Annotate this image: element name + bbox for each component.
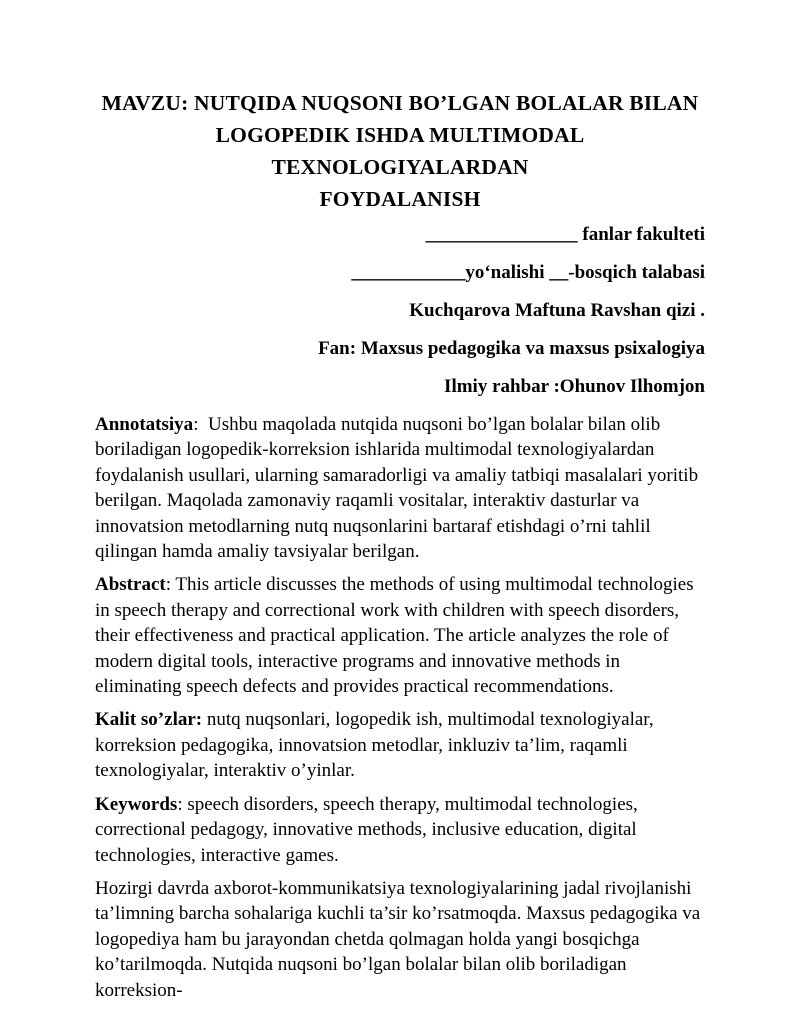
- abstract-separator: :: [165, 574, 176, 596]
- document-title: [95, 87, 705, 215]
- title-line-3: FOYDALANISH: [319, 187, 481, 211]
- abstract-text: This article discusses the methods of using multimodal technologies in speech therapy and correctional work with children with speech disorders, their effectiveness and practical application. The article analyzes the role of modern digital tools, interactive programs and innovative methods in eliminating speech defects and provides practical recommendations.: [95, 574, 694, 698]
- direction-line: ____________yo‘nalishi __-bosqich talabasi: [351, 262, 705, 283]
- byline-block: [95, 222, 705, 399]
- keywords-en-separator: :: [177, 793, 188, 815]
- advisor-line: Ilmiy rahbar :Ohunov Ilhomjon: [444, 376, 705, 397]
- annotation-label: Annotatsiya: [95, 414, 194, 435]
- keywords-en-label: Keywords: [95, 793, 178, 815]
- title-line-1: MAVZU: NUTQIDA NUQSONI BO’LGAN BOLALAR BILAN: [101, 91, 699, 115]
- keywords-en-text: speech disorders, speech therapy, multimodal technologies, correctional pedagogy, innovative methods, inclusive education, digital technologies, interactive games.: [95, 793, 638, 866]
- paragraph-keywords-en: [95, 792, 705, 868]
- abstract-label: Abstract: [95, 574, 166, 596]
- student-name-line: Kuchqarova Maftuna Ravshan qizi .: [409, 300, 705, 321]
- subject-line: Fan: Maxsus pedagogika va maxsus psixalogiya: [318, 338, 705, 359]
- title-line-2: LOGOPEDIK ISHDA MULTIMODAL TEXNOLOGIYALARDAN: [215, 123, 585, 179]
- paragraph-intro: [95, 876, 705, 1003]
- annotation-separator: :: [193, 414, 208, 435]
- keywords-uz-text: nutq nuqsonlari, logopedik ish, multimodal texnologiyalar, korreksion pedagogika, innovatsion metodlar, inkluziv ta’lim, raqamli texnologiyalar, interaktiv o’yinlar.: [95, 709, 654, 782]
- keywords-uz-label: Kalit so’zlar:: [95, 709, 203, 731]
- paragraph-annotation: [95, 412, 705, 564]
- annotation-text: Ushbu maqolada nutqida nuqsoni bo’lgan bolalar bilan olib boriladigan logopedik-korreksion ishlarida multimodal texnologiyalardan foydalanish usullari, ularning samaradorligi va amaliy tatbiqi masalalari yoritib berilgan. Maqolada zamonaviy raqamli vositalar, interaktiv dasturlar va innovatsion metodlarning nutq nuqsonlarini bartaraf etishdagi o’rni tahlil qilingan hamda amaliy tavsiyalar berilgan.: [95, 414, 699, 563]
- faculty-line: ________________ fanlar fakulteti: [425, 224, 705, 245]
- intro-text: Hozirgi davrda axborot-kommunikatsiya texnologiyalarining jadal rivojlanishi ta’limning barcha sohalariga kuchli ta’sir ko’rsatmoqda. Maxsus pedagogika va logopediya ham bu jarayondan chetda qolmagan holda yangi bosqichga ko’tarilmoqda. Nutqida nuqsoni bo’lgan bolalar bilan olib boriladigan korreksion-: [95, 877, 701, 1001]
- paragraph-abstract: [95, 572, 705, 699]
- paragraph-keywords-uz: [95, 707, 705, 783]
